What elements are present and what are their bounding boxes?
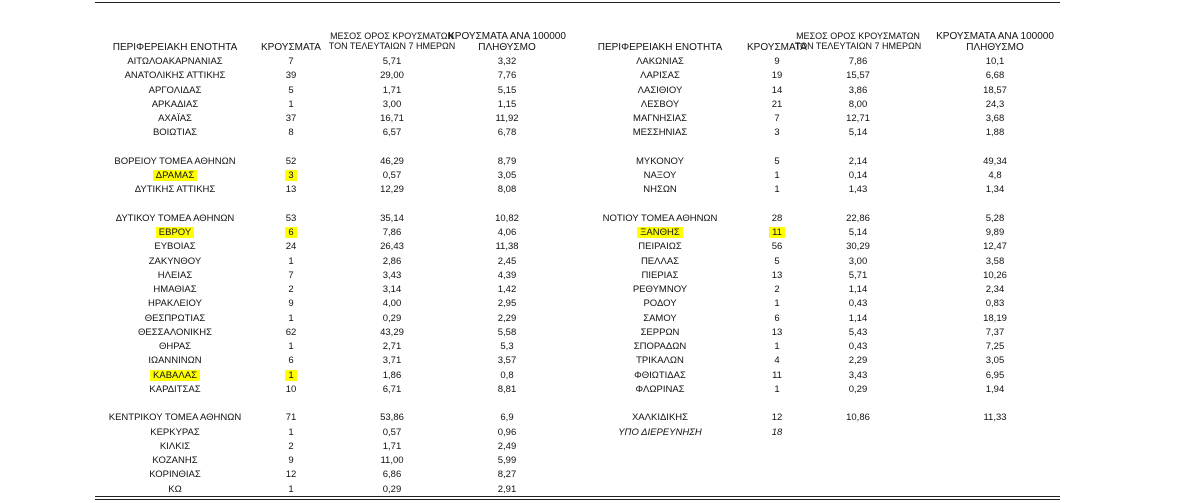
region-name-text: ΝΗΣΩΝ (643, 184, 677, 196)
region-name-text: ΠΕΛΛΑΣ (640, 255, 680, 267)
per100k-text: 4,8 (988, 170, 1002, 181)
cases-text: 3 (285, 170, 296, 181)
per100k-text: 49,34 (983, 155, 1007, 167)
cases-text: 8 (288, 127, 294, 139)
avg-text: 1,71 (382, 440, 402, 452)
header-per100k-line2: ΠΛΗΘΥΣΜΟ (966, 42, 1024, 53)
per100k-text: 11,38 (495, 241, 519, 253)
region-name-text: ΘΕΣΣΑΛΟΝΙΚΗΣ (138, 326, 212, 338)
region-name-text: ΜΑΓΝΗΣΙΑΣ (633, 113, 687, 124)
per100k-text: 1,88 (985, 127, 1005, 139)
header-region-right: ΠΕΡΙΦΕΡΕΙΑΚΗ ΕΝΟΤΗΤΑ (597, 42, 723, 53)
cases-text: 12 (771, 412, 783, 424)
region-name-text: ΔΡΑΜΑΣ (153, 170, 197, 181)
header-cases-right: ΚΡΟΥΣΜΑΤΑ (747, 42, 807, 53)
region-name-text: ΘΗΡΑΣ (158, 341, 192, 352)
right-per100k-value (905, 126, 1085, 140)
per100k-text: 11,92 (495, 113, 519, 124)
per100k-text: 2,34 (985, 284, 1005, 295)
per100k-text: 2,29 (497, 312, 517, 324)
right-per100k-value (905, 369, 1085, 383)
right-per100k-value (905, 383, 1085, 397)
cases-text: 39 (285, 70, 297, 82)
avg-text: 2,86 (382, 255, 402, 267)
bottom-rule (95, 496, 1060, 497)
region-name-text: ΚΩ (168, 483, 182, 495)
avg-text: 5,43 (848, 326, 868, 338)
avg-text: 2,71 (382, 341, 402, 352)
avg-text: 0,29 (848, 383, 868, 395)
region-name-text: ΣΑΜΟΥ (643, 312, 677, 324)
per100k-text: 3,57 (497, 355, 517, 367)
region-name-text: ΝΟΤΙΟΥ ΤΟΜΕΑ ΑΘΗΝΩΝ (602, 212, 718, 224)
right-per100k-value (905, 354, 1085, 368)
avg-text: 4,00 (382, 298, 402, 310)
cases-text: 6 (288, 355, 294, 367)
avg-text: 16,71 (380, 113, 404, 124)
region-name-text: ΠΙΕΡΙΑΣ (641, 269, 679, 281)
cases-text: 1 (288, 312, 294, 324)
right-per100k-value (905, 212, 1085, 226)
cases-text: 5 (774, 155, 780, 167)
per100k-text: 10,82 (495, 212, 519, 224)
region-name-text: ΚΑΒΑΛΑΣ (150, 370, 200, 381)
region-name-text: ΕΒΡΟΥ (156, 227, 194, 238)
avg-text: 10,86 (846, 412, 870, 424)
per100k-text: 5,99 (497, 455, 517, 466)
region-name-text: ΛΑΣΙΘΙΟΥ (637, 84, 683, 96)
per100k-text: 12,47 (983, 241, 1007, 253)
right-per100k-value (905, 240, 1085, 254)
cases-text: 3 (774, 127, 780, 139)
cases-text: 7 (288, 269, 294, 281)
per100k-text: 6,9 (500, 412, 514, 424)
per100k-text: 3,05 (985, 355, 1005, 367)
header-per100k-left (437, 31, 577, 53)
avg-text: 5,71 (848, 269, 868, 281)
cases-text: 13 (771, 269, 783, 281)
per100k-text: 4,39 (497, 269, 517, 281)
region-name-text: ΡΟΔΟΥ (643, 298, 677, 310)
cases-text: 2 (288, 284, 294, 295)
region-name-text: ΥΠΟ ΔΙΕΡΕΥΝΗΣΗ (618, 426, 702, 438)
per100k-text: 9,89 (985, 227, 1005, 238)
cases-text: 1 (285, 370, 296, 381)
region-name-text: ΔΥΤΙΚΟΥ ΤΟΜΕΑ ΑΘΗΝΩΝ (115, 212, 235, 224)
per100k-text: 6,68 (985, 70, 1005, 82)
per100k-text: 7,25 (985, 341, 1005, 352)
per100k-text: 0,96 (497, 426, 517, 438)
region-name-text: ΝΑΞΟΥ (643, 170, 677, 181)
avg-text: 6,57 (382, 127, 402, 139)
avg-text: 1,71 (382, 84, 402, 96)
right-per100k-value (905, 84, 1085, 98)
per100k-text: 1,94 (985, 383, 1005, 395)
cases-text: 11 (772, 369, 782, 381)
avg-text: 1,86 (382, 369, 402, 381)
cases-text: 1 (774, 383, 780, 395)
cases-text: 12 (285, 469, 297, 481)
per100k-text: 6,78 (497, 127, 517, 139)
avg-text: 3,86 (848, 84, 868, 96)
avg-text: 43,29 (380, 326, 404, 338)
header-per100k-right (925, 31, 1065, 53)
region-name-text: ΚΙΛΚΙΣ (159, 440, 191, 452)
per100k-text: 1,42 (497, 284, 517, 295)
per100k-text: 8,79 (497, 155, 517, 167)
region-name-text: ΑΙΤΩΛΟΑΚΑΡΝΑΝΙΑΣ (127, 56, 223, 67)
avg-text: 6,86 (382, 469, 402, 481)
region-name-text: ΜΕΣΣΗΝΙΑΣ (632, 127, 688, 139)
per100k-text: 7,76 (497, 70, 517, 82)
avg-text: 2,29 (848, 355, 868, 367)
right-per100k-value (905, 297, 1085, 311)
region-name-text: ΖΑΚΥΝΘΟΥ (148, 255, 202, 267)
cases-text: 1 (288, 341, 294, 352)
avg-text: 12,29 (380, 184, 404, 196)
right-per100k-value (905, 283, 1085, 297)
left-per100k-value (417, 483, 597, 497)
per100k-text: 4,06 (497, 227, 517, 238)
region-name-text: ΣΠΟΡΑΔΩΝ (633, 341, 687, 352)
avg-text: 35,14 (380, 212, 404, 224)
right-per100k-value (905, 183, 1085, 197)
avg-text: 3,14 (382, 284, 402, 295)
avg-text: 53,86 (380, 412, 404, 424)
avg-text: 29,00 (380, 70, 404, 82)
region-name-text: ΚΕΡΚΥΡΑΣ (150, 426, 200, 438)
avg-text: 5,14 (848, 127, 868, 139)
region-name-text: ΡΕΘΥΜΝΟΥ (632, 284, 688, 295)
avg-text: 3,43 (848, 369, 868, 381)
region-name-text: ΕΥΒΟΙΑΣ (154, 241, 196, 253)
region-name-text: ΚΕΝΤΡΙΚΟΥ ΤΟΜΕΑ ΑΘΗΝΩΝ (108, 412, 242, 424)
per100k-text: 3,58 (985, 255, 1005, 267)
avg-text: 3,43 (382, 269, 402, 281)
per100k-text: 5,3 (500, 341, 514, 352)
cases-text: 56 (771, 241, 783, 253)
region-name-text: ΒΟΙΩΤΙΑΣ (152, 127, 198, 139)
avg-text: 15,57 (846, 70, 870, 82)
avg-text: 0,57 (382, 426, 402, 438)
cases-text: 13 (771, 326, 783, 338)
per100k-text: 1,34 (985, 184, 1005, 196)
avg-text: 11,00 (380, 455, 404, 466)
region-name-text: ΞΑΝΘΗΣ (637, 227, 683, 238)
header-region-left: ΠΕΡΙΦΕΡΕΙΑΚΗ ΕΝΟΤΗΤΑ (112, 42, 238, 53)
cases-text: 1 (288, 426, 294, 438)
per100k-text: 6,95 (985, 369, 1005, 381)
cases-text: 71 (285, 412, 297, 424)
header-avg-right (788, 31, 928, 51)
avg-text: 0,29 (382, 483, 402, 495)
right-cases-value (687, 426, 867, 440)
cases-text: 1 (774, 184, 780, 196)
region-name-text: ΚΟΡΙΝΘΙΑΣ (149, 469, 201, 481)
cases-text: 53 (285, 212, 297, 224)
cases-text: 9 (288, 455, 294, 466)
right-per100k-value (905, 411, 1085, 425)
region-name-text: ΑΧΑΪΑΣ (158, 113, 192, 124)
region-name-text: ΗΡΑΚΛΕΙΟΥ (148, 298, 202, 310)
region-name-text: ΘΕΣΠΡΩΤΙΑΣ (144, 312, 206, 324)
avg-text: 1,14 (848, 284, 868, 295)
header-avg-line2: ΤΟΝ ΤΕΛΕΥΤΑΙΩΝ 7 ΗΜΕΡΩΝ (328, 41, 456, 51)
region-name-text: ΛΑΡΙΣΑΣ (640, 70, 680, 82)
right-per100k-value (905, 112, 1085, 126)
cases-text: 11 (769, 227, 785, 238)
avg-text: 7,86 (848, 56, 868, 67)
header-per100k-line1: ΚΡΟΥΣΜΑΤΑ ΑΝΑ 100000 (448, 31, 566, 42)
cases-text: 28 (771, 212, 783, 224)
cases-text: 1 (774, 298, 780, 310)
header-avg-line1: ΜΕΣΟΣ ΟΡΟΣ ΚΡΟΥΣΜΑΤΩΝ (796, 31, 920, 41)
right-per100k-value (905, 255, 1085, 269)
region-name-text: ΜΥΚΟΝΟΥ (636, 155, 684, 167)
cases-text: 2 (774, 284, 780, 295)
header-avg-line1: ΜΕΣΟΣ ΟΡΟΣ ΚΡΟΥΣΜΑΤΩΝ (330, 31, 454, 41)
cases-text: 1 (288, 483, 294, 495)
avg-text: 7,86 (382, 227, 402, 238)
per100k-text: 5,58 (497, 326, 517, 338)
cases-text: 62 (285, 326, 297, 338)
per100k-text: 10,26 (983, 269, 1007, 281)
region-name-text: ΛΕΣΒΟΥ (640, 98, 680, 110)
per100k-text: 2,45 (497, 255, 517, 267)
avg-text: 3,00 (382, 98, 402, 110)
region-name-text: ΗΛΕΙΑΣ (157, 269, 193, 281)
header-cases-left: ΚΡΟΥΣΜΑΤΑ (261, 42, 321, 53)
avg-text: 0,14 (848, 170, 868, 181)
region-name-text: ΒΟΡΕΙΟΥ ΤΟΜΕΑ ΑΘΗΝΩΝ (114, 155, 236, 167)
region-name-text: ΑΡΓΟΛΙΔΑΣ (148, 84, 202, 96)
header-per100k-line1: ΚΡΟΥΣΜΑΤΑ ΑΝΑ 100000 (936, 31, 1054, 42)
avg-text: 8,00 (848, 98, 868, 110)
region-name-text: ΗΜΑΘΙΑΣ (153, 284, 197, 295)
bottom-rule-double (95, 499, 1060, 500)
per100k-text: 24,3 (985, 98, 1005, 110)
cases-text: 37 (285, 113, 297, 124)
avg-text: 46,29 (380, 155, 404, 167)
region-name-text: ΦΘΙΩΤΙΔΑΣ (634, 369, 686, 381)
cases-text: 6 (774, 312, 780, 324)
left-per100k-value (417, 440, 597, 454)
per100k-text: 0,83 (985, 298, 1005, 310)
per100k-text: 8,08 (497, 184, 517, 196)
header-avg-line2: ΤΟΝ ΤΕΛΕΥΤΑΙΩΝ 7 ΗΜΕΡΩΝ (794, 41, 922, 51)
per100k-text: 2,49 (497, 440, 517, 452)
avg-text: 0,43 (848, 298, 868, 310)
per100k-text: 2,95 (497, 298, 517, 310)
per100k-text: 10,1 (985, 56, 1005, 67)
region-name-text: ΙΩΑΝΝΙΝΩΝ (148, 355, 202, 367)
right-per100k-value (905, 155, 1085, 169)
right-per100k-value (905, 55, 1085, 69)
region-name-text: ΑΝΑΤΟΛΙΚΗΣ ΑΤΤΙΚΗΣ (124, 70, 226, 82)
left-per100k-value (417, 468, 597, 482)
region-name-text: ΤΡΙΚΑΛΩΝ (636, 355, 684, 367)
cases-text: 5 (774, 255, 780, 267)
avg-text: 3,71 (382, 355, 402, 367)
right-per100k-value (905, 69, 1085, 83)
cases-text: 1 (288, 255, 294, 267)
per100k-text: 2,91 (497, 483, 517, 495)
right-per100k-value (905, 269, 1085, 283)
cases-text: 9 (774, 56, 780, 67)
right-per100k-value (905, 98, 1085, 112)
cases-text: 13 (285, 184, 297, 196)
per100k-text: 7,37 (985, 326, 1005, 338)
cases-text: 7 (288, 56, 294, 67)
header-per100k-line2: ΠΛΗΘΥΣΜΟ (478, 42, 536, 53)
cases-text: 52 (285, 155, 297, 167)
cases-text: 7 (774, 113, 780, 124)
avg-text: 0,43 (848, 341, 868, 352)
per100k-text: 11,33 (983, 412, 1007, 424)
cases-text: 21 (771, 98, 783, 110)
cases-text: 4 (774, 355, 780, 367)
region-name-text: ΔΥΤΙΚΗΣ ΑΤΤΙΚΗΣ (134, 184, 216, 196)
per100k-text: 3,05 (497, 170, 517, 181)
region-name-text: ΣΕΡΡΩΝ (640, 326, 680, 338)
cases-text: 14 (771, 84, 783, 96)
per100k-text: 5,28 (985, 212, 1005, 224)
region-name-text: ΚΑΡΔΙΤΣΑΣ (149, 383, 201, 395)
region-name-text: ΧΑΛΚΙΔΙΚΗΣ (631, 412, 689, 424)
per100k-text: 3,32 (497, 56, 517, 67)
cases-text: 6 (285, 227, 296, 238)
avg-text: 1,14 (848, 312, 868, 324)
avg-text: 22,86 (846, 212, 870, 224)
avg-text: 6,71 (382, 383, 402, 395)
per100k-text: 8,27 (497, 469, 517, 481)
avg-text: 30,29 (846, 241, 870, 253)
cases-text: 1 (774, 341, 780, 352)
per100k-text: 18,57 (983, 84, 1007, 96)
region-name-text: ΦΛΩΡΙΝΑΣ (635, 383, 685, 395)
avg-text: 1,43 (848, 184, 868, 196)
left-per100k-value (417, 454, 597, 468)
region-name-text: ΑΡΚΑΔΙΑΣ (151, 98, 199, 110)
avg-text: 26,43 (380, 241, 404, 253)
avg-text: 0,29 (382, 312, 402, 324)
cases-text: 9 (288, 298, 294, 310)
avg-text: 5,14 (848, 227, 868, 238)
cases-text: 5 (288, 84, 294, 96)
right-per100k-value (905, 169, 1085, 183)
top-rule (95, 2, 1060, 3)
cases-text: 1 (288, 98, 294, 110)
per100k-text: 5,15 (497, 84, 517, 96)
region-name-text: ΠΕΙΡΑΙΩΣ (638, 241, 682, 253)
avg-text: 5,71 (382, 56, 402, 67)
cases-text: 19 (771, 70, 783, 82)
per100k-text: 1,15 (497, 98, 517, 110)
cases-text: 2 (288, 440, 294, 452)
avg-text: 3,00 (848, 255, 868, 267)
cases-text: 10 (285, 383, 297, 395)
region-name-text: ΛΑΚΩΝΙΑΣ (636, 56, 684, 67)
cases-text: 24 (285, 241, 297, 253)
per100k-text: 0,8 (500, 369, 514, 381)
avg-text: 0,57 (382, 170, 402, 181)
right-per100k-value (905, 312, 1085, 326)
per100k-text: 18,19 (983, 312, 1007, 324)
cases-text: 1 (774, 170, 780, 181)
per100k-text: 3,68 (985, 113, 1005, 124)
avg-text: 2,14 (848, 155, 868, 167)
cases-text: 18 (771, 426, 783, 438)
region-name-text: ΚΟΖΑΝΗΣ (152, 455, 198, 466)
right-per100k-value (905, 226, 1085, 240)
right-per100k-value (905, 326, 1085, 340)
per100k-text: 8,81 (497, 383, 517, 395)
right-per100k-value (905, 340, 1085, 354)
avg-text: 12,71 (846, 113, 870, 124)
